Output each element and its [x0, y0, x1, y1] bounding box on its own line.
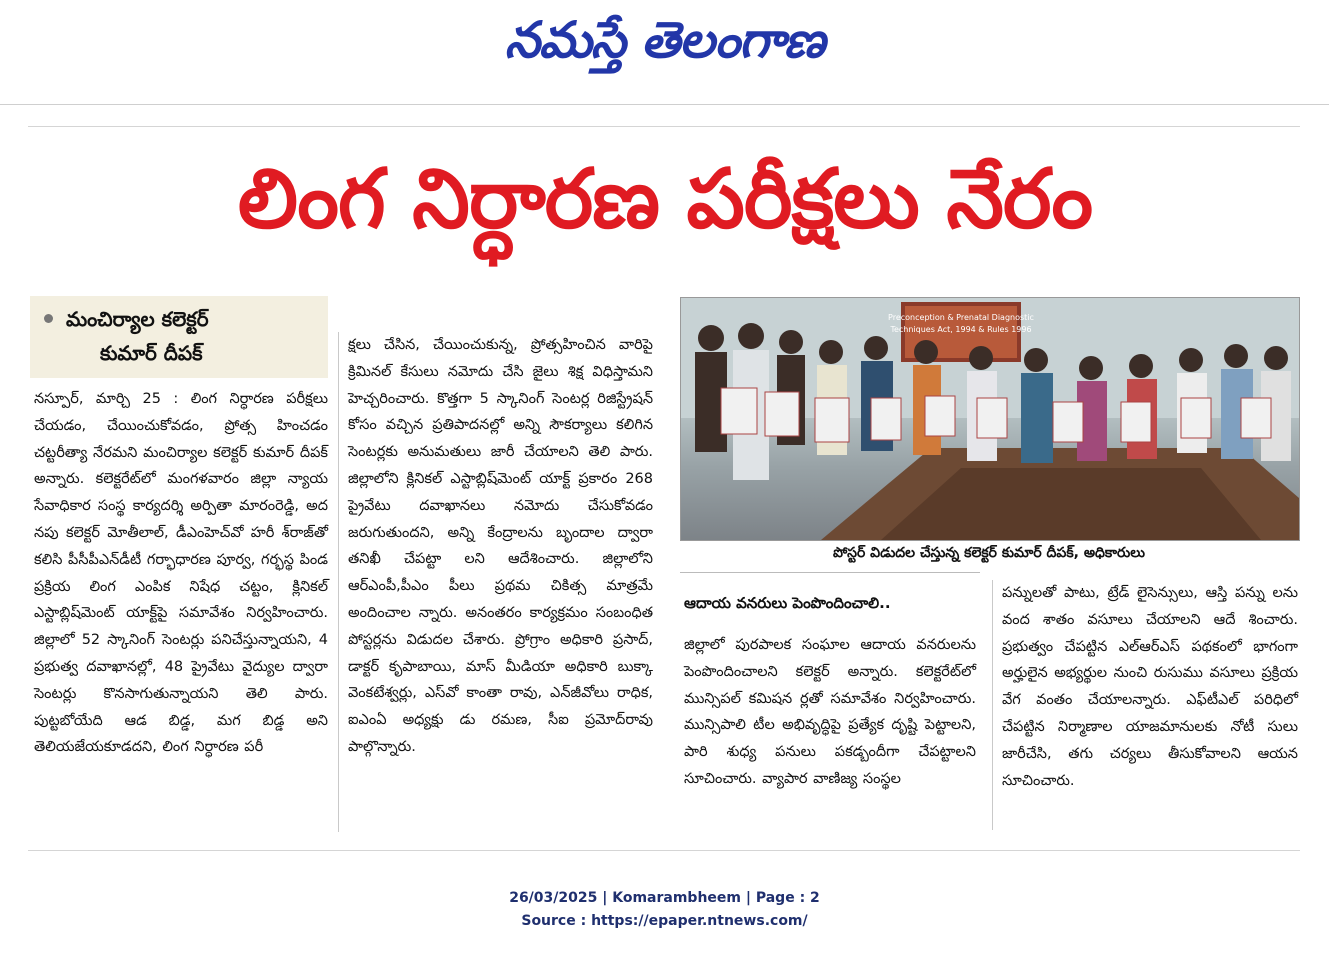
- kicker-line-2: కుమార్ దీపక్: [100, 341, 203, 365]
- headline-top-divider: [28, 126, 1300, 127]
- subhead-divider: [680, 572, 980, 573]
- article-column-1: నస్పూర్, మార్చి 25 : లింగ నిర్ధారణ పరీక్షలు చేయడం, చేయించుకోవడం, ప్రోత్స హించడం చట్టరీత్యా నేరమని మంచిర్యాల కలెక్టర్ కుమార్ దీపక్ అన్నారు. కలెక్టరేట్‌లో మంగళవారం జిల్లా న్యాయ సేవాధికార సంస్థ కార్యదర్శి అర్పితా మారంరెడ్డి, అద నపు కలెక్టర్ మోతీలాల్, డీఎంహెచ్‌వో హరీ శ్‌రాజ్‌తో కలిసి పీసీపీఎన్‌డీటీ గర్భాధారణ పూర్వ, గర్భస్థ పిండ ప్రక్రియ లింగ ఎంపిక నిషేధ చట్టం, క్లినికల్ ఎస్టాబ్లిష్‌మెంట్ యాక్ట్‌పై సమావేశం నిర్వహించారు. జిల్లాలో 52 స్కానింగ్ సెంటర్లు పనిచేస్తున్నాయని, 4 ప్రభుత్వ దవాఖానల్లో, 48 ప్రైవేటు వైద్యుల ద్వారా సెంటర్లు కొనసాగుతున్నాయని తెలి పారు. పుట్టబోయేది ఆడ బిడ్డ, మగ బిడ్డ అని తెలియజేయకూడదని, లింగ నిర్ధారణ పరీ: [34, 391, 328, 756]
- kicker-box: [30, 296, 328, 378]
- footer-divider: [28, 850, 1300, 851]
- banner-text-1: Preconception & Prenatal Diagnostic: [888, 313, 1034, 322]
- footer-date-line: 26/03/2025 | Komarambheem | Page : 2: [509, 890, 820, 906]
- newspaper-masthead: నమస్తే తెలంగాణ: [504, 10, 825, 69]
- sidebar-subhead: ఆదాయ వనరులు పెంపొందించాలి..: [684, 594, 891, 612]
- sidebar-column-2: పన్నులతో పాటు, ట్రేడ్ లైసెన్సులు, ఆస్తి పన్ను లను వంద శాతం వసూలు చేయాలని ఆదే శించారు. ప్రభుత్వం చేపట్టిన ఎల్‌ఆర్‌ఎస్ పథకంలో భాగంగా అర్హులైన అభ్యర్థుల నుంచి రుసుము వసూలు ప్రక్రియ వేగ వంతం చేయాలన్నారు. ఎఫ్‌టీఎల్ పరిధిలో చేపట్టిన నిర్మాణాల యాజమానులకు నోటీ సులు జారీచేసి, తగు చర్యలు తీసుకోవాలని ఆయన సూచించారు.: [1002, 585, 1298, 789]
- column-divider: [338, 332, 339, 832]
- kicker-line-1: మంచిర్యాల కలెక్టర్: [66, 307, 209, 331]
- banner-text-2: Techniques Act, 1994 & Rules 1996: [890, 325, 1032, 334]
- sidebar-column-divider: [992, 580, 993, 830]
- photo-caption: పోస్టర్ విడుదల చేస్తున్న కలెక్టర్ కుమార్ దీపక్, అధికారులు: [833, 545, 1145, 561]
- footer-source-link[interactable]: Source : https://epaper.ntnews.com/: [521, 913, 808, 929]
- header-divider: [0, 104, 1329, 105]
- article-column-2: క్షలు చేసిన, చేయించుకున్న, ప్రోత్సహించిన వారిపై క్రిమినల్ కేసులు నమోదు చేసి జైలు శిక్ష విధిస్తామని హెచ్చరించారు. కొత్తగా 5 స్కానింగ్ సెంటర్ల రిజిస్ట్రేషన్ కోసం వచ్చిన ప్రతిపాదనల్లో అన్ని సౌకర్యాలు కలిగిన సెంటర్లకు అనుమతులు జారీ చేయాలని తెలి పారు. జిల్లాలోని క్లినికల్ ఎస్టాబ్లిష్‌మెంట్ యాక్ట్ ప్రకారం 268 ప్రైవేటు దవాఖానలు నమోదు చేసుకోవడం జరుగుతుందని, అన్ని కేంద్రాలను బృందాల ద్వారా తనిఖీ చేపట్టా లని ఆదేశించారు. జిల్లాలోని ఆర్‌ఎంపీ,పీఎం పీలు ప్రథమ చికిత్స మాత్రమే అందించాల న్నారు. అనంతరం కార్యక్రమం సంబంధిత పోస్టర్లను విడుదల చేశారు. ప్రోగ్రాం అధికారి ప్రసాద్, డాక్టర్ కృపాబాయి, మాస్ మీడియా అధికారి బుక్కా వెంకటేశ్వర్లు, ఎస్‌వో కాంతా రావు, ఎన్‌జీవోలు రాధిక, ఐఎంఏ అధ్యక్షు డు రమణ, సీఐ ప్రమోద్‌రావు పాల్గొన్నారు.: [348, 337, 653, 755]
- sidebar-column-1: జిల్లాలో పురపాలక సంఘాల ఆదాయ వనరులను పెంపొందించాలని కలెక్టర్ అన్నారు. కలెక్టరేట్‌లో మున్సిపల్ కమిషన ర్లతో సమావేశం నిర్వహించారు. మున్సిపాలి టీల అభివృద్ధిపై ప్రత్యేక దృష్టి పెట్టాలని, పారి శుధ్య పనులు పకడ్బందీగా చేపట్టాలని సూచించారు. వ్యాపార వాణిజ్య సంస్థల: [684, 637, 976, 787]
- photo-illustration: [681, 298, 1299, 540]
- news-photo: [680, 297, 1300, 541]
- bullet-icon: [44, 314, 53, 323]
- article-headline: లింగ నిర్ధారణ పరీక్షలు నేరం: [237, 152, 1093, 247]
